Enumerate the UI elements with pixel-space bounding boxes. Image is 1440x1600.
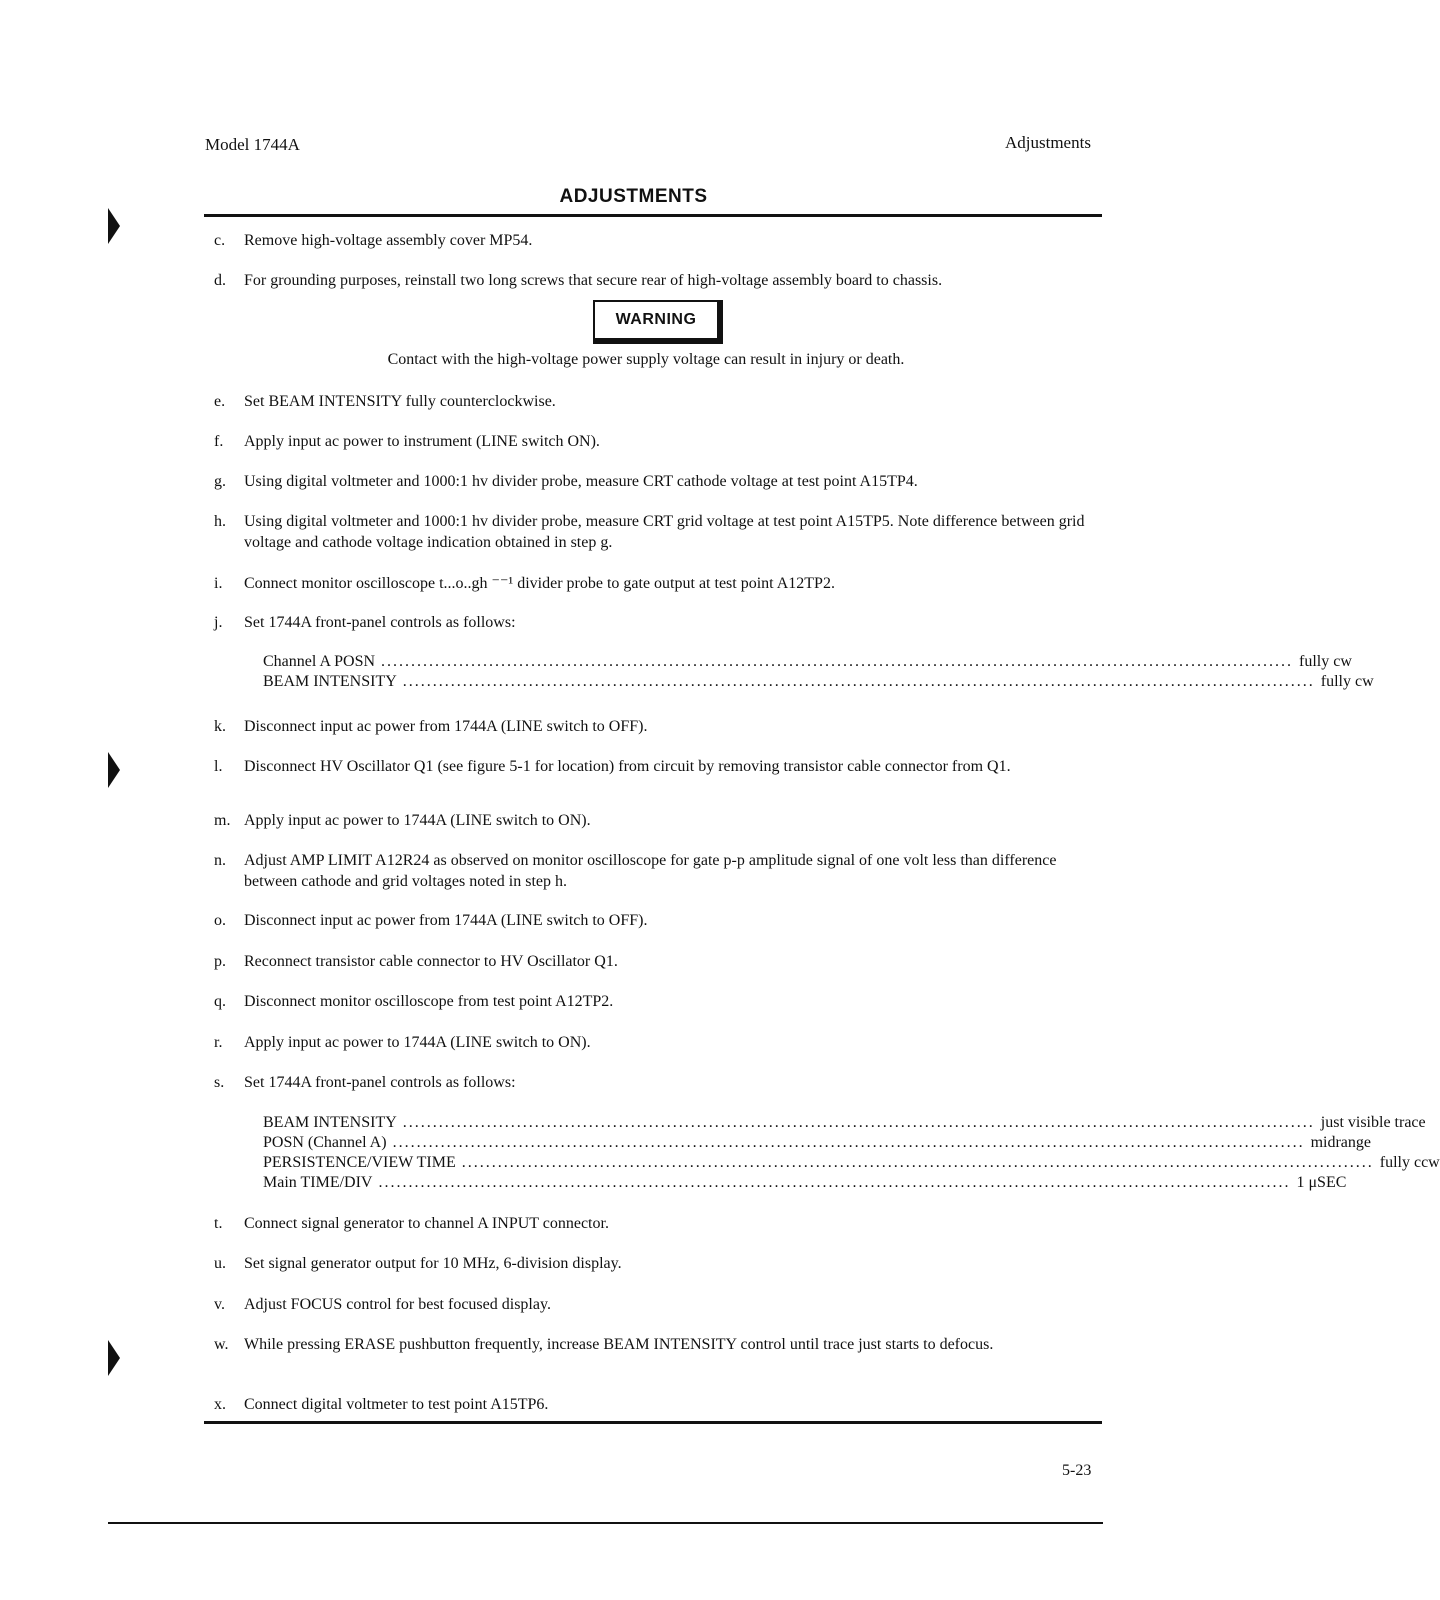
control-row: BEAM INTENSITY ........................................................................................................................................................ fully cw xyxy=(263,673,1374,690)
step-g: g. Using digital voltmeter and 1000:1 hv divider probe, measure CRT cathode voltage at test point A15TP4. xyxy=(214,473,918,490)
leader-dots: ........................................................................................................................................................ xyxy=(392,1134,1305,1151)
running-header-section: Adjustments xyxy=(1005,133,1091,152)
step-d: d. For grounding purposes, reinstall two long screws that secure rear of high-voltage assembly board to chassis. xyxy=(214,272,943,289)
step-c: c. Remove high-voltage assembly cover MP54. xyxy=(214,232,533,249)
leader-dots: ........................................................................................................................................................ xyxy=(381,653,1294,670)
step-q: q. Disconnect monitor oscilloscope from test point A12TP2. xyxy=(214,993,614,1010)
control-row: POSN (Channel A) ........................................................................................................................................................ midrange xyxy=(263,1134,1371,1151)
page-title: ADJUSTMENTS xyxy=(559,186,708,207)
step-e: e. Set BEAM INTENSITY fully counterclockwise. xyxy=(214,393,556,410)
step-w: w. While pressing ERASE pushbutton frequently, increase BEAM INTENSITY control until trace just starts to defocus. xyxy=(214,1336,994,1353)
binder-mark-bottom xyxy=(108,1340,120,1376)
step-n: n. Adjust AMP LIMIT A12R24 as observed on monitor oscilloscope for gate p-p amplitude signal of one volt less than difference between cathode and grid voltages noted in step h. xyxy=(214,852,1057,890)
control-row: Main TIME/DIV ........................................................................................................................................................ 1 μSEC xyxy=(263,1174,1347,1191)
step-f: f. Apply input ac power to instrument (LINE switch ON). xyxy=(214,433,600,450)
warning-box: WARNING xyxy=(593,300,723,344)
step-o: o. Disconnect input ac power from 1744A (LINE switch to OFF). xyxy=(214,912,648,929)
control-row: PERSISTENCE/VIEW TIME ........................................................................................................................................................ fully ccw xyxy=(263,1154,1440,1171)
step-t: t. Connect signal generator to channel A INPUT connector. xyxy=(214,1215,609,1232)
page-number: 5-23 xyxy=(1062,1462,1092,1479)
leader-dots: ........................................................................................................................................................ xyxy=(402,1114,1315,1131)
leader-dots: ........................................................................................................................................................ xyxy=(402,673,1315,690)
footer-rule xyxy=(204,1421,1102,1424)
running-header-model: Model 1744A xyxy=(205,135,300,154)
step-x: x. Connect digital voltmeter to test point A15TP6. xyxy=(214,1396,549,1413)
step-r: r. Apply input ac power to 1744A (LINE switch to ON). xyxy=(214,1034,591,1051)
step-p: p. Reconnect transistor cable connector to HV Oscillator Q1. xyxy=(214,953,618,970)
warning-text: Contact with the high-voltage power supply voltage can result in injury or death. xyxy=(387,351,905,368)
step-l: l. Disconnect HV Oscillator Q1 (see figure 5-1 for location) from circuit by removing transistor cable connector from Q1. xyxy=(214,758,1011,775)
step-s: s. Set 1744A front-panel controls as follows: xyxy=(214,1074,516,1091)
leader-dots: ........................................................................................................................................................ xyxy=(461,1154,1374,1171)
step-k: k. Disconnect input ac power from 1744A (LINE switch to OFF). xyxy=(214,718,648,735)
binder-mark-top xyxy=(108,208,120,244)
step-j: j. Set 1744A front-panel controls as follows: xyxy=(214,614,516,631)
page-bottom-edge xyxy=(108,1522,1103,1524)
control-row: BEAM INTENSITY ........................................................................................................................................................ just visible trace xyxy=(263,1114,1426,1131)
binder-mark-middle xyxy=(108,752,120,788)
leader-dots: ........................................................................................................................................................ xyxy=(378,1174,1291,1191)
step-h: h. Using digital voltmeter and 1000:1 hv divider probe, measure CRT grid voltage at test point A15TP5. Note difference between grid voltage and cathode voltage indication obtained in step g. xyxy=(214,513,1085,551)
step-m: m. Apply input ac power to 1744A (LINE switch to ON). xyxy=(214,812,591,829)
step-v: v. Adjust FOCUS control for best focused display. xyxy=(214,1296,551,1313)
title-rule xyxy=(204,214,1102,217)
control-row: Channel A POSN ........................................................................................................................................................ fully cw xyxy=(263,653,1352,670)
step-u: u. Set signal generator output for 10 MHz, 6-division display. xyxy=(214,1255,622,1272)
step-i: i. Connect monitor oscilloscope t...o..gh ⁻⁻¹ divider probe to gate output at test point A12TP2. xyxy=(214,575,835,592)
